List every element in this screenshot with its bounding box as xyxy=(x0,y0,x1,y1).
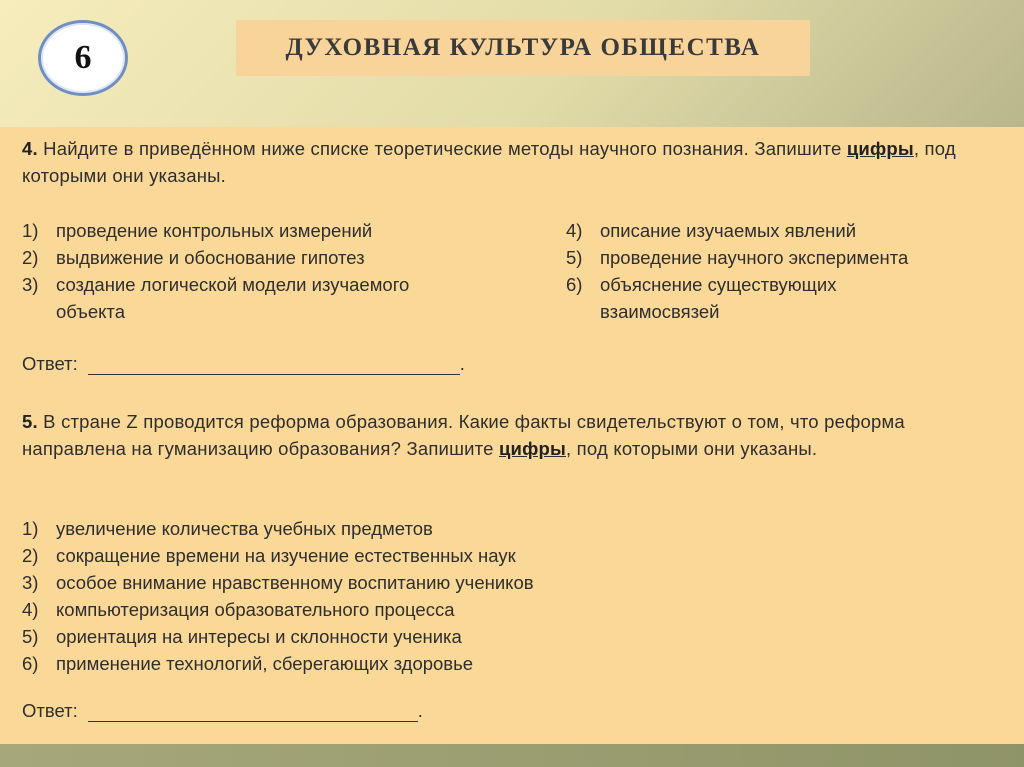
list-item xyxy=(22,650,922,677)
list-item xyxy=(22,244,542,271)
question-4-prompt-end: , под которыми они указаны. xyxy=(22,138,956,186)
item-text: взаимосвязей xyxy=(600,301,720,322)
title-banner xyxy=(236,20,810,76)
question-4-number: 4. xyxy=(22,138,38,159)
item-number: 5) xyxy=(22,626,39,647)
question-5-list xyxy=(22,515,922,677)
worksheet xyxy=(0,127,1024,744)
item-text: увеличение количества учебных предметов xyxy=(56,518,433,539)
question-4-right-list xyxy=(566,217,1006,325)
item-text: компьютеризация образовательного процесса xyxy=(56,599,455,620)
item-number: 1) xyxy=(22,518,39,539)
answer-blank-line[interactable] xyxy=(88,356,460,375)
item-text: проведение контрольных измерений xyxy=(56,220,373,241)
item-number: 3) xyxy=(22,274,39,295)
question-5-answer xyxy=(22,700,423,722)
item-number: 6) xyxy=(566,274,583,295)
item-text: описание изучаемых явлений xyxy=(600,220,857,241)
answer-end: . xyxy=(417,700,423,721)
answer-blank-line[interactable] xyxy=(88,703,418,722)
item-text: объяснение существующих xyxy=(600,274,837,295)
list-item xyxy=(22,569,922,596)
list-item-continuation xyxy=(22,298,542,325)
question-4-text xyxy=(22,135,984,189)
item-number: 3) xyxy=(22,572,39,593)
question-5-prompt: В стране Z проводится реформа образования. Какие факты свидетельствуют о том, что реформа направлена на гуманизацию образования? Запишите xyxy=(22,411,905,459)
item-text: применение технологий, сберегающих здоровье xyxy=(56,653,474,674)
item-text: ориентация на интересы и склонности ученика xyxy=(56,626,462,647)
answer-label: Ответ: xyxy=(22,700,78,721)
answer-end: . xyxy=(459,353,465,374)
list-item xyxy=(566,271,1006,298)
slide-number-badge xyxy=(38,20,128,96)
list-item-continuation xyxy=(566,298,1006,325)
list-item xyxy=(22,217,542,244)
question-5-emphasis: цифры xyxy=(498,438,566,459)
item-text: сокращение времени на изучение естественных наук xyxy=(56,545,516,566)
answer-label: Ответ: xyxy=(22,353,78,374)
slide-number: 6 xyxy=(74,39,92,76)
question-5-prompt-end: , под которыми они указаны. xyxy=(566,438,818,459)
list-item xyxy=(22,623,922,650)
question-4-left-list xyxy=(22,217,542,325)
question-4-emphasis: цифры xyxy=(846,138,914,159)
list-item xyxy=(22,596,922,623)
item-text: объекта xyxy=(56,301,125,322)
list-item xyxy=(22,271,542,298)
list-item xyxy=(22,542,922,569)
page-title: ДУХОВНАЯ КУЛЬТУРА ОБЩЕСТВА xyxy=(285,34,761,61)
item-text: создание логической модели изучаемого xyxy=(56,274,410,295)
item-number: 6) xyxy=(22,653,39,674)
question-4-prompt: Найдите в приведённом ниже списке теоретические методы научного познания. Запишите xyxy=(37,138,847,159)
question-5-number: 5. xyxy=(22,411,38,432)
item-text: проведение научного эксперимента xyxy=(600,247,909,268)
item-number: 1) xyxy=(22,220,39,241)
item-number: 4) xyxy=(22,599,39,620)
item-text: выдвижение и обоснование гипотез xyxy=(56,247,365,268)
item-number: 5) xyxy=(566,247,583,268)
list-item xyxy=(566,217,1006,244)
question-5-text xyxy=(22,408,984,462)
question-4-answer xyxy=(22,353,465,375)
bottom-strip xyxy=(0,744,1024,767)
item-number: 4) xyxy=(566,220,583,241)
list-item xyxy=(22,515,922,542)
item-number: 2) xyxy=(22,247,39,268)
item-text: особое внимание нравственному воспитанию учеников xyxy=(56,572,534,593)
item-number: 2) xyxy=(22,545,39,566)
list-item xyxy=(566,244,1006,271)
